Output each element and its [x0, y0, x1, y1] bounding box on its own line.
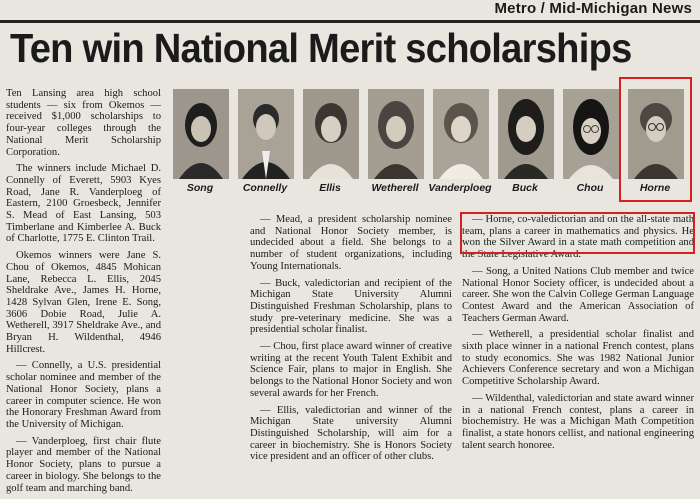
photo-ellis — [300, 87, 360, 205]
photo-connelly — [235, 87, 295, 205]
photo-chou — [560, 87, 620, 205]
portrait-image — [498, 89, 554, 179]
intro-paragraph-3: Okemos winners were Jane S. Chou of Okemos, 4845 Mohican Lane, Rebecca L. Ellis, 2045 Sheldrake Ave., James H. Horne, 1428 Sylvan Glen, Irene E. Song, 3606 Dobie Road, Julie A. Wetherell, 3917 Sheldrake Ave., and Bryan H. Wildenthal, 4946 Hillcrest. — [6, 250, 161, 355]
section-title: Metro / Mid-Michigan News — [494, 0, 692, 17]
portrait-image — [433, 89, 489, 179]
entry-ellis: — Ellis, valedictorian and winner of the Michigan State university Alumni Distinguished Scholarship, will aim for a career in biochemistry. She is Honors Society vice president and an officer of other clubs. — [250, 404, 452, 463]
section-header-bar — [0, 0, 700, 23]
article-column-middle — [250, 214, 452, 468]
entry-wildenthal: — Wildenthal, valedictorian and state award winner in a national French contest, plans a career in biochemistry. He was a Michigan Math Competition finalist, a state honors cellist, and national engineering talent search honoree. — [462, 392, 694, 451]
highlight-box-text — [460, 212, 695, 254]
photo-buck — [495, 87, 555, 205]
entry-buck: — Buck, valedictorian and recipient of the Michigan State University Alumni Distinguished Freshman Scholarship, plans to study pre-veterinary medicine. She was a presidential scholar finalist. — [250, 277, 452, 336]
entry-horne: — Horne, co-valedictorian and on the all-state math team, plans a career in mathematics and physics. He won the Silver Award in a state math competition and the State Legislative Award. — [462, 214, 694, 261]
entry-vanderploeg: — Vanderploeg, first chair flute player and member of the National Honor Society, plans to pursue a career in biology. She belongs to the golf team and marching band. — [6, 435, 161, 494]
photo-caption: Vanderploeg — [428, 182, 492, 194]
portrait-image — [563, 89, 619, 179]
intro-paragraph-2: The winners include Michael D. Connelly of Everett, 5903 Kyes Road, Jane R. Vanderploeg of Eastern, 2100 Groesbeck, Jennifer S. Mead of East Lansing, 503 Timberlane and Kimberlee A. Buck of Charlotte, 1775 E. Clinton Trail. — [6, 163, 161, 245]
photo-caption: Connelly — [242, 182, 288, 194]
portrait-image — [303, 89, 359, 179]
entry-wetherell: — Wetherell, a presidential scholar finalist and sixth place winner in a national French contest, plans to study economics. She was 1982 National Junior Achievers Conference secretary and won a Michigan Competitive Scholarship Award. — [462, 329, 694, 388]
portrait-image — [173, 89, 229, 179]
photo-vanderploeg — [430, 87, 490, 205]
highlight-box-photo — [619, 77, 692, 202]
photo-caption: Buck — [512, 182, 538, 194]
photo-caption: Chou — [576, 182, 604, 194]
portrait-image — [238, 89, 294, 179]
article-column-left — [6, 88, 161, 499]
entry-mead: — Mead, a president scholarship nominee and National Honor Society member, is undecided about a field. She belongs to a number of student organizations, including Young Internationals. — [250, 214, 452, 272]
entry-connelly: — Connelly, a U.S. presidential scholar nominee and member of the National Honor Society, plans a career in computer science. He won the Honorary Freshman Award from the University of Michigan. — [6, 360, 161, 430]
entry-chou: — Chou, first place award winner of creative writing at the recent Youth Talent Exhibit and Science Fair, plans to major in English. She belongs to the National Honor Society and won several awards for her French. — [250, 341, 452, 399]
entry-song: — Song, a United Nations Club member and twice National Honor Society officer, is undecided about a career. She won the Calvin College German Language Contest Award and the American Association of Teachers German Award. — [462, 265, 694, 324]
photo-caption: Horne — [639, 182, 671, 194]
intro-paragraph-1: Ten Lansing area high school students — six from Okemos — received $1,000 scholarships to four-year colleges through the National Merit Scholarship Corporation. — [6, 88, 161, 158]
photo-song — [170, 87, 230, 205]
photo-caption: Song — [186, 182, 214, 194]
headline: Ten win National Merit scholarships — [10, 25, 632, 71]
photo-caption: Wetherell — [371, 182, 419, 194]
photo-row — [170, 87, 696, 205]
portrait-image — [368, 89, 424, 179]
photo-caption: Ellis — [319, 182, 341, 194]
photo-wetherell — [365, 87, 425, 205]
